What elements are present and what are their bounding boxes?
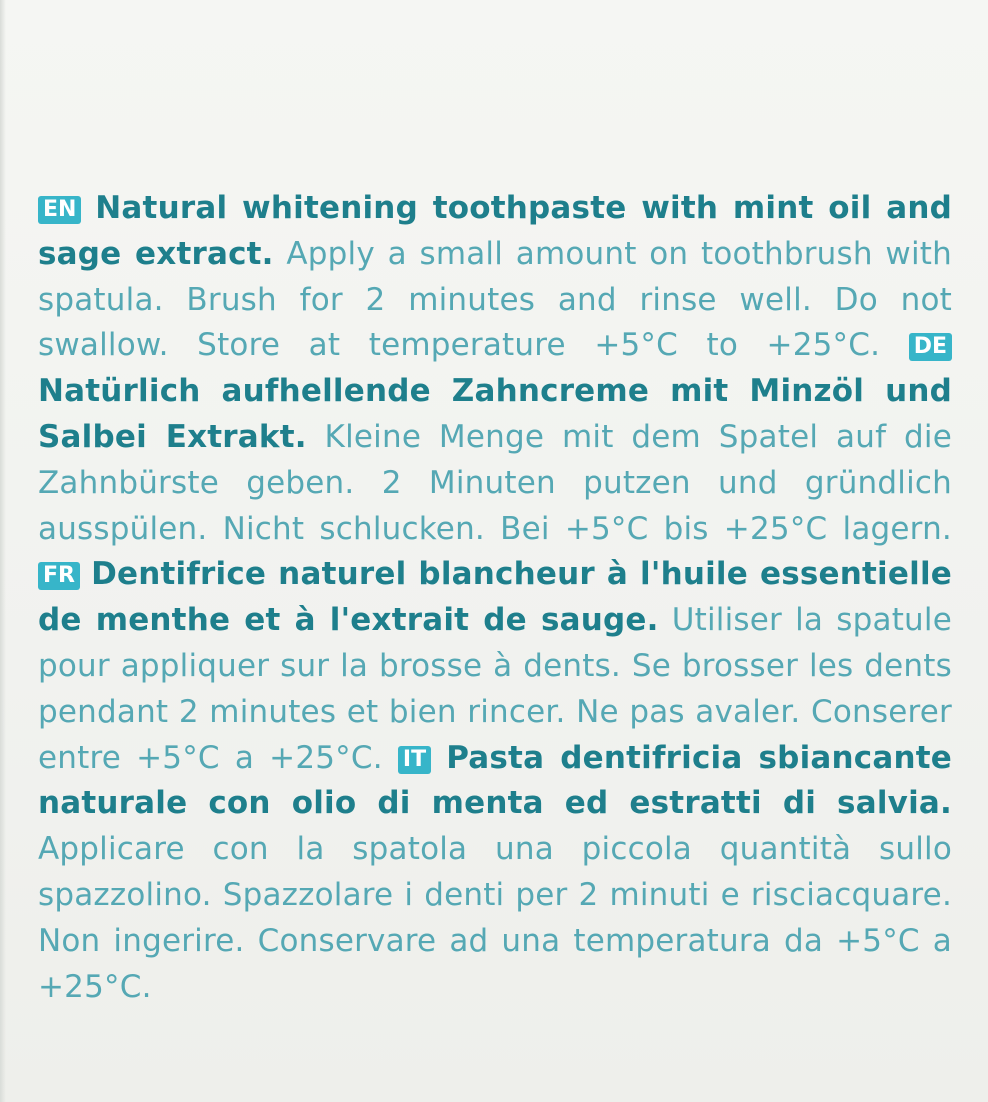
body-en: Apply a small amount on toothbrush with spatula. Brush for 2 minutes and rinse well. Do not swallow. Store at temperature +5°C to +25°C. (38, 235, 953, 364)
section-en (38, 190, 952, 363)
heading-en: Natural whitening toothpaste with mint oil and sage extract. (38, 190, 952, 272)
heading-it: Pasta dentifricia sbiancante naturale con olio di menta ed estratti di salvia. (38, 739, 952, 822)
lang-badge-it: IT (398, 746, 431, 774)
body-it: Applicare con la spatola una piccola quantità sullo spazzolino. Spazzolare i denti per 2 minuti e risciacquare. Non ingerire. Conservare ad una temperatura da +5°C a +25°C. (38, 831, 952, 1005)
lang-badge-de: DE (909, 333, 952, 361)
section-it (38, 740, 952, 1005)
heading-de: Natürlich aufhellende Zahncreme mit Minzöl und Salbei Extrakt. (38, 373, 952, 455)
instructions-text (38, 186, 952, 1010)
heading-fr: Dentifrice naturel blancheur à l'huile essentielle de menthe et à l'extrait de sauge. (38, 556, 952, 639)
body-fr: Utiliser la spatule pour appliquer sur la brosse à dents. Se brosser les dents pendant 2 minutes et bien rincer. Ne pas avaler. Conserer entre +5°C a +25°C. (38, 602, 952, 776)
body-de: Kleine Menge mit dem Spatel auf die Zahnbürste geben. 2 Minuten putzen und gründlich ausspülen. Nicht schlucken. Bei +5°C bis +25°C lagern. (38, 418, 952, 547)
lang-badge-fr: FR (38, 562, 80, 590)
package-edge (0, 0, 6, 1102)
lang-badge-en: EN (38, 196, 81, 224)
